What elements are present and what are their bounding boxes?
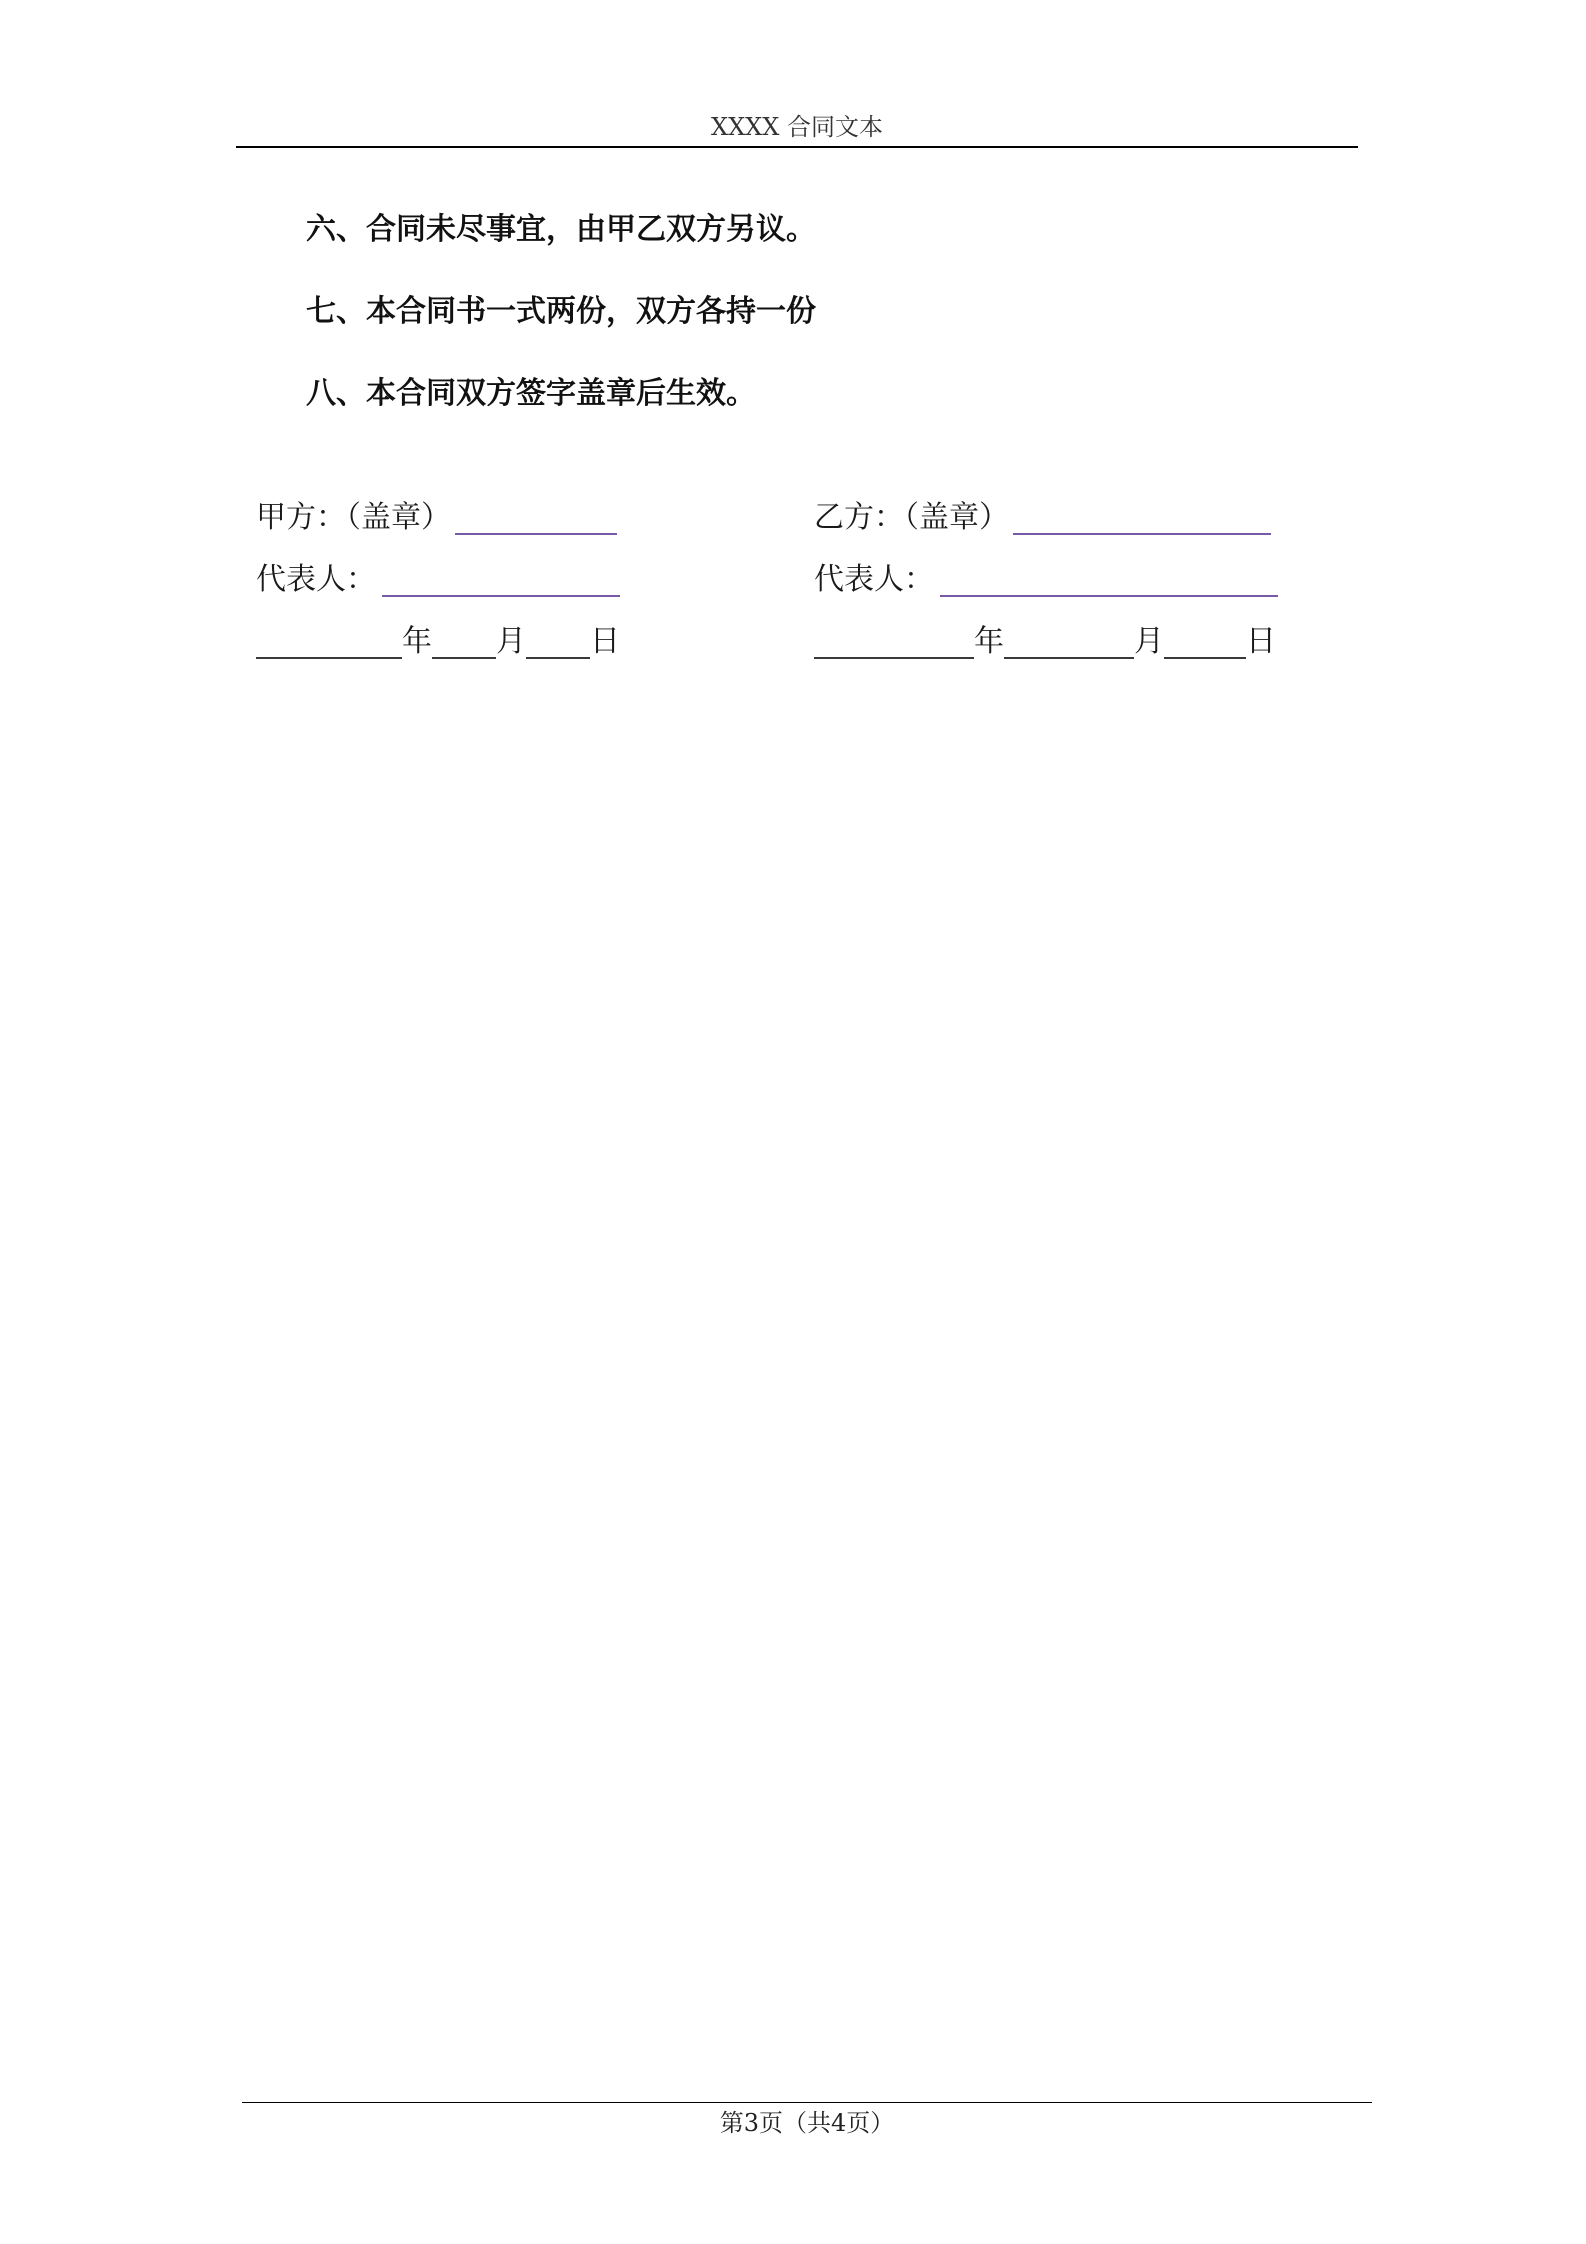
party-a-representative-label: 代表人：	[256, 562, 376, 597]
party-b-representative-label: 代表人：	[814, 562, 934, 597]
header-divider	[236, 146, 1358, 148]
page-header-title: XXXX 合同文本	[711, 113, 883, 141]
party-a-day-blank[interactable]	[526, 627, 590, 659]
party-b-seal-label: 乙方：（盖章）	[814, 500, 1009, 535]
party-a-year-label: 年	[402, 624, 432, 659]
party-a-month-blank[interactable]	[432, 627, 496, 659]
party-a-date-row	[256, 622, 620, 662]
clause-6: 六、合同未尽事宜，由甲乙双方另议。	[306, 212, 816, 247]
footer-divider	[242, 2102, 1372, 2103]
party-a-representative-row	[256, 560, 620, 600]
party-a-seal-row	[256, 498, 617, 538]
party-a-day-label: 日	[590, 624, 620, 659]
party-b-representative-blank[interactable]	[940, 565, 1278, 597]
party-b-date-row	[814, 622, 1276, 662]
party-b-seal-blank[interactable]	[1013, 503, 1271, 535]
party-b-month-label: 月	[1134, 624, 1164, 659]
party-b-representative-row	[814, 560, 1278, 600]
party-b-year-label: 年	[974, 624, 1004, 659]
clause-8: 八、本合同双方签字盖章后生效。	[306, 376, 756, 411]
party-a-seal-label: 甲方：（盖章）	[256, 500, 451, 535]
party-a-year-blank[interactable]	[256, 627, 402, 659]
party-a-month-label: 月	[496, 624, 526, 659]
party-b-day-label: 日	[1246, 624, 1276, 659]
party-b-day-blank[interactable]	[1164, 627, 1246, 659]
party-b-year-blank[interactable]	[814, 627, 974, 659]
clause-7: 七、本合同书一式两份，双方各持一份	[306, 294, 816, 329]
party-a-seal-blank[interactable]	[455, 503, 617, 535]
party-b-month-blank[interactable]	[1004, 627, 1134, 659]
party-a-representative-blank[interactable]	[382, 565, 620, 597]
party-b-seal-row	[814, 498, 1271, 538]
page-number: 第3页（共4页）	[719, 2109, 895, 2137]
